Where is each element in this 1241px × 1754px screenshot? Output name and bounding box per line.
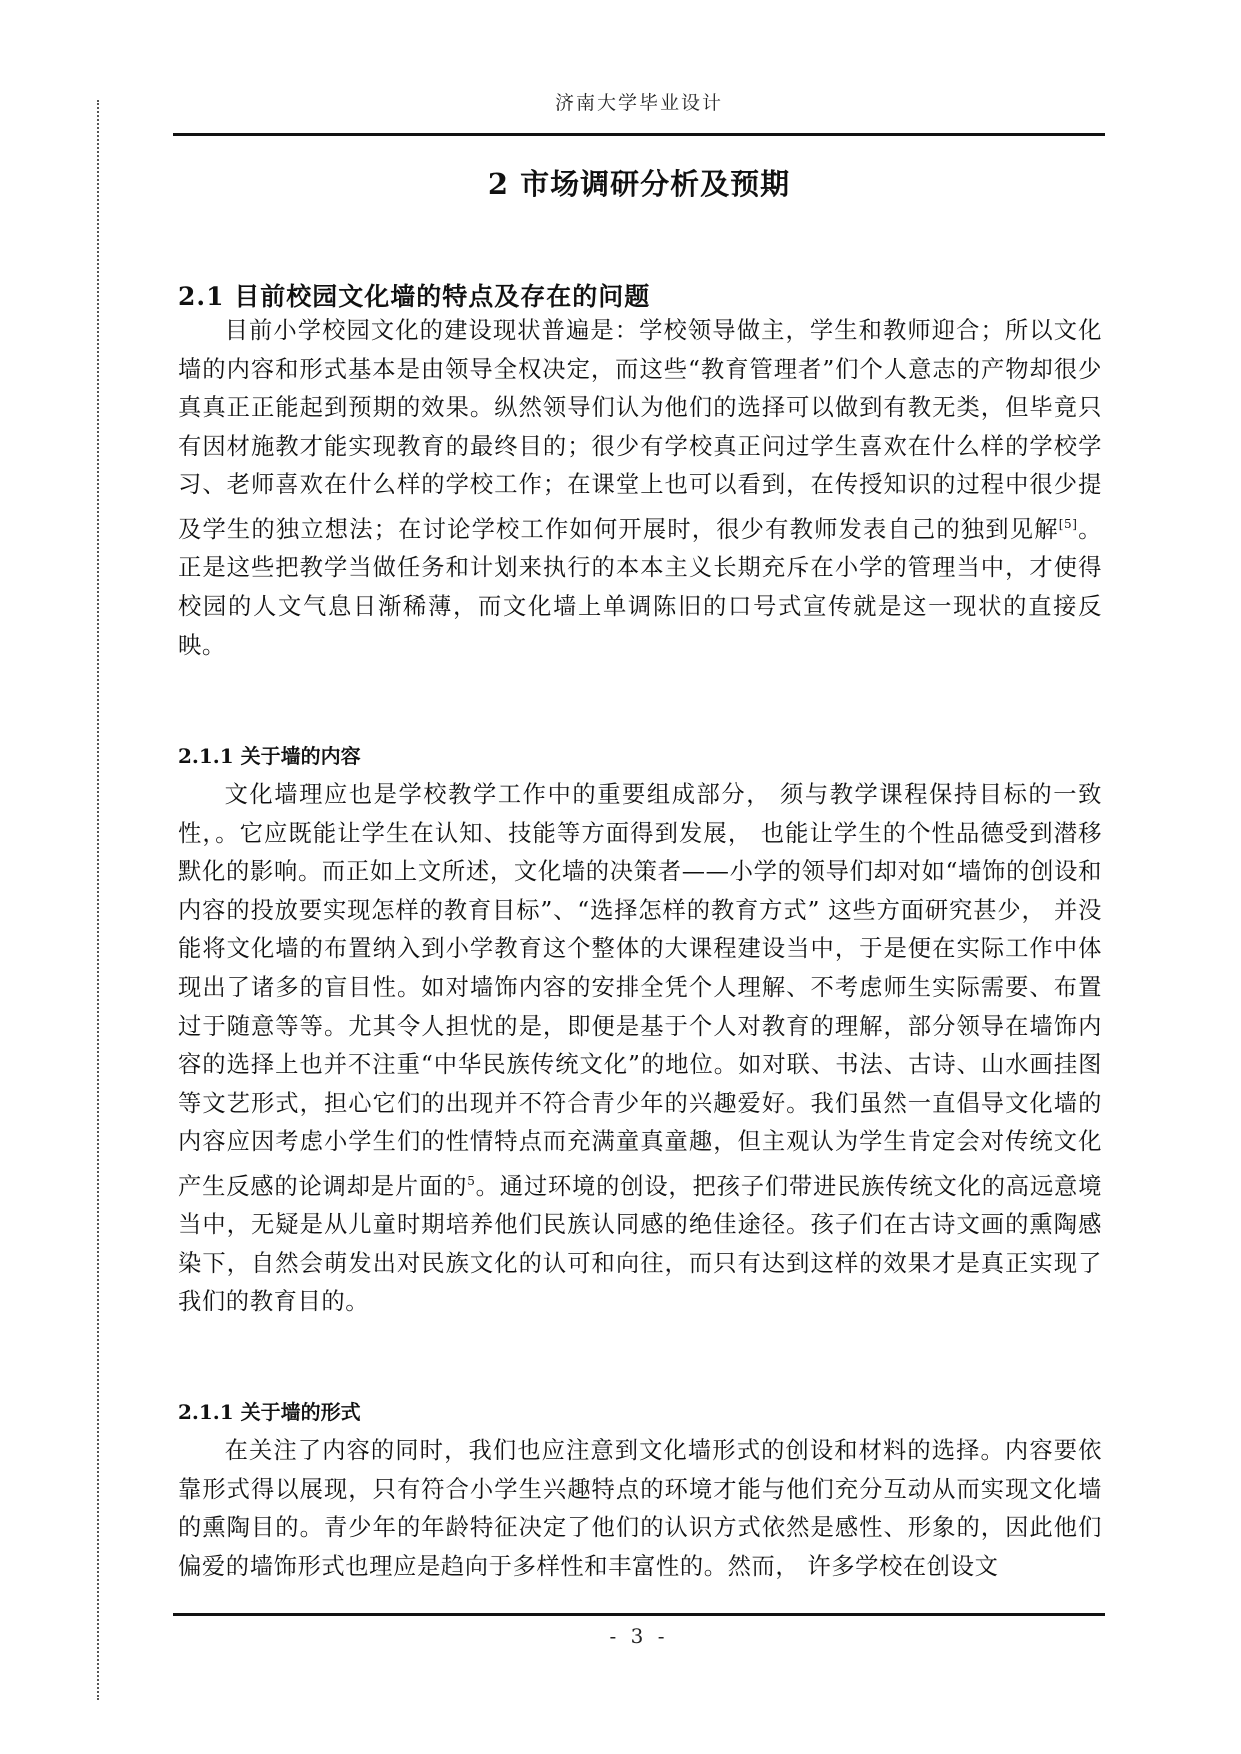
citation-ref: [5]: [1058, 516, 1078, 531]
subsection-title-content: 2.1.1 关于墙的内容: [178, 744, 361, 768]
paragraph-1: [178, 312, 1102, 665]
citation-ref: 5: [467, 1173, 476, 1188]
footer-rule: [173, 1613, 1105, 1616]
paragraph-2: [178, 776, 1102, 1322]
subsection-title-form: 2.1.1 关于墙的形式: [178, 1400, 361, 1424]
page-header-title: 济南大学毕业设计: [554, 92, 723, 114]
paragraph-2-text-end: 。通过环境的创设，把孩子们带进民族传统文化的高远意境当中，无疑是从儿童时期培养他们民族认同感的绝佳途径。孩子们在古诗文画的熏陶感染下，自然会萌发出对民族文化的认可和向往，而只有达到这样的效果才是真正实现了我们的教育目的。: [178, 1172, 1102, 1316]
paragraph-3: 在关注了内容的同时，我们也应注意到文化墙形式的创设和材料的选择。内容要依靠形式得以展现，只有符合小学生兴趣特点的环境才能与他们充分互动从而实现文化墙的熏陶目的。青少年的年龄特征决定了他们的认识方式依然是感性、形象的，因此他们偏爱的墙饰形式也理应是趋向于多样性和丰富性的。然而， 许多学校在创设文: [178, 1437, 1102, 1580]
paragraph-2-text: 文化墙理应也是学校教学工作中的重要组成部分， 须与教学课程保持目标的一致性，。它应既能让学生在认知、技能等方面得到发展， 也能让学生的个性品德受到潜移默化的影响。而正如上文所述，文化墙的决策者——小学的领导们却对如“墙饰的创设和内容的投放要实现怎样的教育目标”、“选择怎样的教育方式” 这些方面研究甚少， 并没能将文化墙的布置纳入到小学教育这个整体的大课程建设当中，于是便在实际工作中体现出了诸多的盲目性。如对墙饰内容的安排全凭个人理解、不考虑师生实际需要、布置过于随意等等。尤其令人担忧的是，即便是基于个人对教育的理解，部分领导在墙饰内容的选择上也并不注重“中华民族传统文化”的地位。如对联、书法、古诗、山水画挂图等文艺形式，担心它们的出现并不符合青少年的兴趣爱好。我们虽然一直倡导文化墙的内容应因考虑小学生们的性情特点而充满童真童趣，但主观认为学生肯定会对传统文化产生反感的论调却是片面的: [178, 781, 1102, 1200]
chapter-title: 2 市场调研分析及预期: [487, 167, 791, 201]
binding-margin-line: [97, 100, 99, 1700]
paragraph-1-text: 目前小学校园文化的建设现状普遍是：学校领导做主，学生和教师迎合；所以文化墙的内容和形式基本是由领导全权决定，而这些“教育管理者”们个人意志的产物却很少真真正正能起到预期的效果。纵然领导们认为他们的选择可以做到有教无类，但毕竟只有因材施教才能实现教育的最终目的；很少有学校真正问过学生喜欢在什么样的学校学习、老师喜欢在什么样的学校工作；在课堂上也可以看到，在传授知识的过程中很少提及学生的独立想法；在讨论学校工作如何开展时，很少有教师发表自己的独到见解: [178, 317, 1102, 543]
header-rule: [173, 133, 1105, 136]
section-title: 2.1 目前校园文化墙的特点及存在的问题: [178, 282, 651, 311]
page-number: - 3 -: [609, 1624, 669, 1648]
paragraph-1-text-end: 。正是这些把教学当做任务和计划来执行的本本主义长期充斥在小学的管理当中，才使得校园的人文气息日渐稀薄，而文化墙上单调陈旧的口号式宣传就是这一现状的直接反映。: [178, 515, 1102, 659]
